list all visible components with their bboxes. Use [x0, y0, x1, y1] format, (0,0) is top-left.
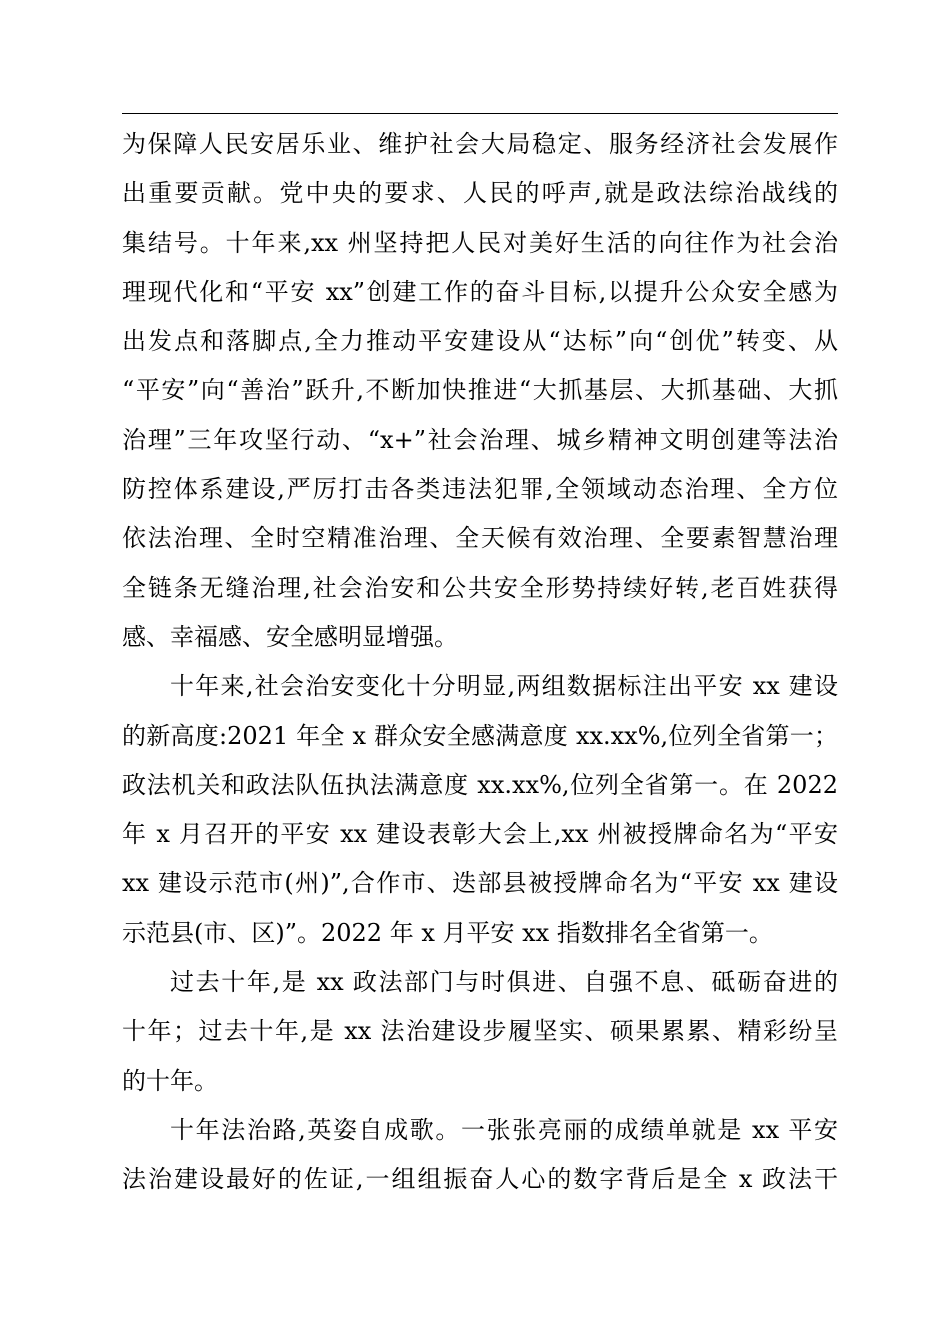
text-line: 法治建设最好的佐证,一组组振奋人心的数字背后是全 x 政法干 [122, 1165, 838, 1194]
text-line: 的十年。 [122, 1066, 218, 1095]
paragraph-1 [122, 120, 838, 662]
text-line: 集结号。十年来,xx 州坚持把人民对美好生活的向往作为社会治 [122, 228, 838, 257]
text-line: 出重要贡献。党中央的要求、人民的呼声,就是政法综治战线的 [122, 179, 838, 208]
text-line: 理现代化和“平安 xx”创建工作的奋斗目标,以提升公众安全感为 [122, 277, 838, 306]
text-line: 年 x 月召开的平安 xx 建设表彰大会上,xx 州被授牌命名为“平安 [122, 820, 838, 849]
text-line: 过去十年,是 xx 政法部门与时俱进、自强不息、砥砺奋进的 [170, 968, 838, 997]
paragraph-4 [122, 1106, 838, 1205]
text-line: 政法机关和政法队伍执法满意度 xx.xx%,位列全省第一。在 2022 [122, 770, 838, 799]
text-line: 十年法治路,英姿自成歌。一张张亮丽的成绩单就是 xx 平安 [170, 1115, 838, 1144]
header-rule [122, 113, 838, 114]
text-line: 示范县(市、区)”。2022 年 x 月平安 xx 指数排名全省第一。 [122, 918, 773, 947]
paragraph-3 [122, 958, 838, 1106]
text-line: 出发点和落脚点,全力推动平安建设从“达标”向“创优”转变、从 [122, 327, 838, 356]
text-line: 全链条无缝治理,社会治安和公共安全形势持续好转,老百姓获得 [122, 573, 838, 602]
text-line: 的新高度:2021 年全 x 群众安全感满意度 xx.xx%,位列全省第一； [122, 721, 838, 750]
text-line: xx 建设示范市(州)”,合作市、迭部县被授牌命名为“平安 xx 建设 [122, 869, 838, 898]
text-line: 防控体系建设,严厉打击各类违法犯罪,全领域动态治理、全方位 [122, 475, 838, 504]
document-body [122, 120, 838, 1205]
text-line: 感、幸福感、安全感明显增强。 [122, 622, 458, 651]
text-line: 依法治理、全时空精准治理、全天候有效治理、全要素智慧治理 [122, 524, 838, 553]
text-line: 十年；过去十年,是 xx 法治建设步履坚实、硕果累累、精彩纷呈 [122, 1017, 838, 1046]
text-line: 为保障人民安居乐业、维护社会大局稳定、服务经济社会发展作 [122, 130, 838, 158]
paragraph-2 [122, 662, 838, 958]
text-line: “平安”向“善治”跃升,不断加快推进“大抓基层、大抓基础、大抓 [122, 376, 838, 405]
text-line: 十年来,社会治安变化十分明显,两组数据标注出平安 xx 建设 [170, 672, 838, 701]
text-line: 治理”三年攻坚行动、“x+”社会治理、城乡精神文明创建等法治 [122, 425, 838, 454]
